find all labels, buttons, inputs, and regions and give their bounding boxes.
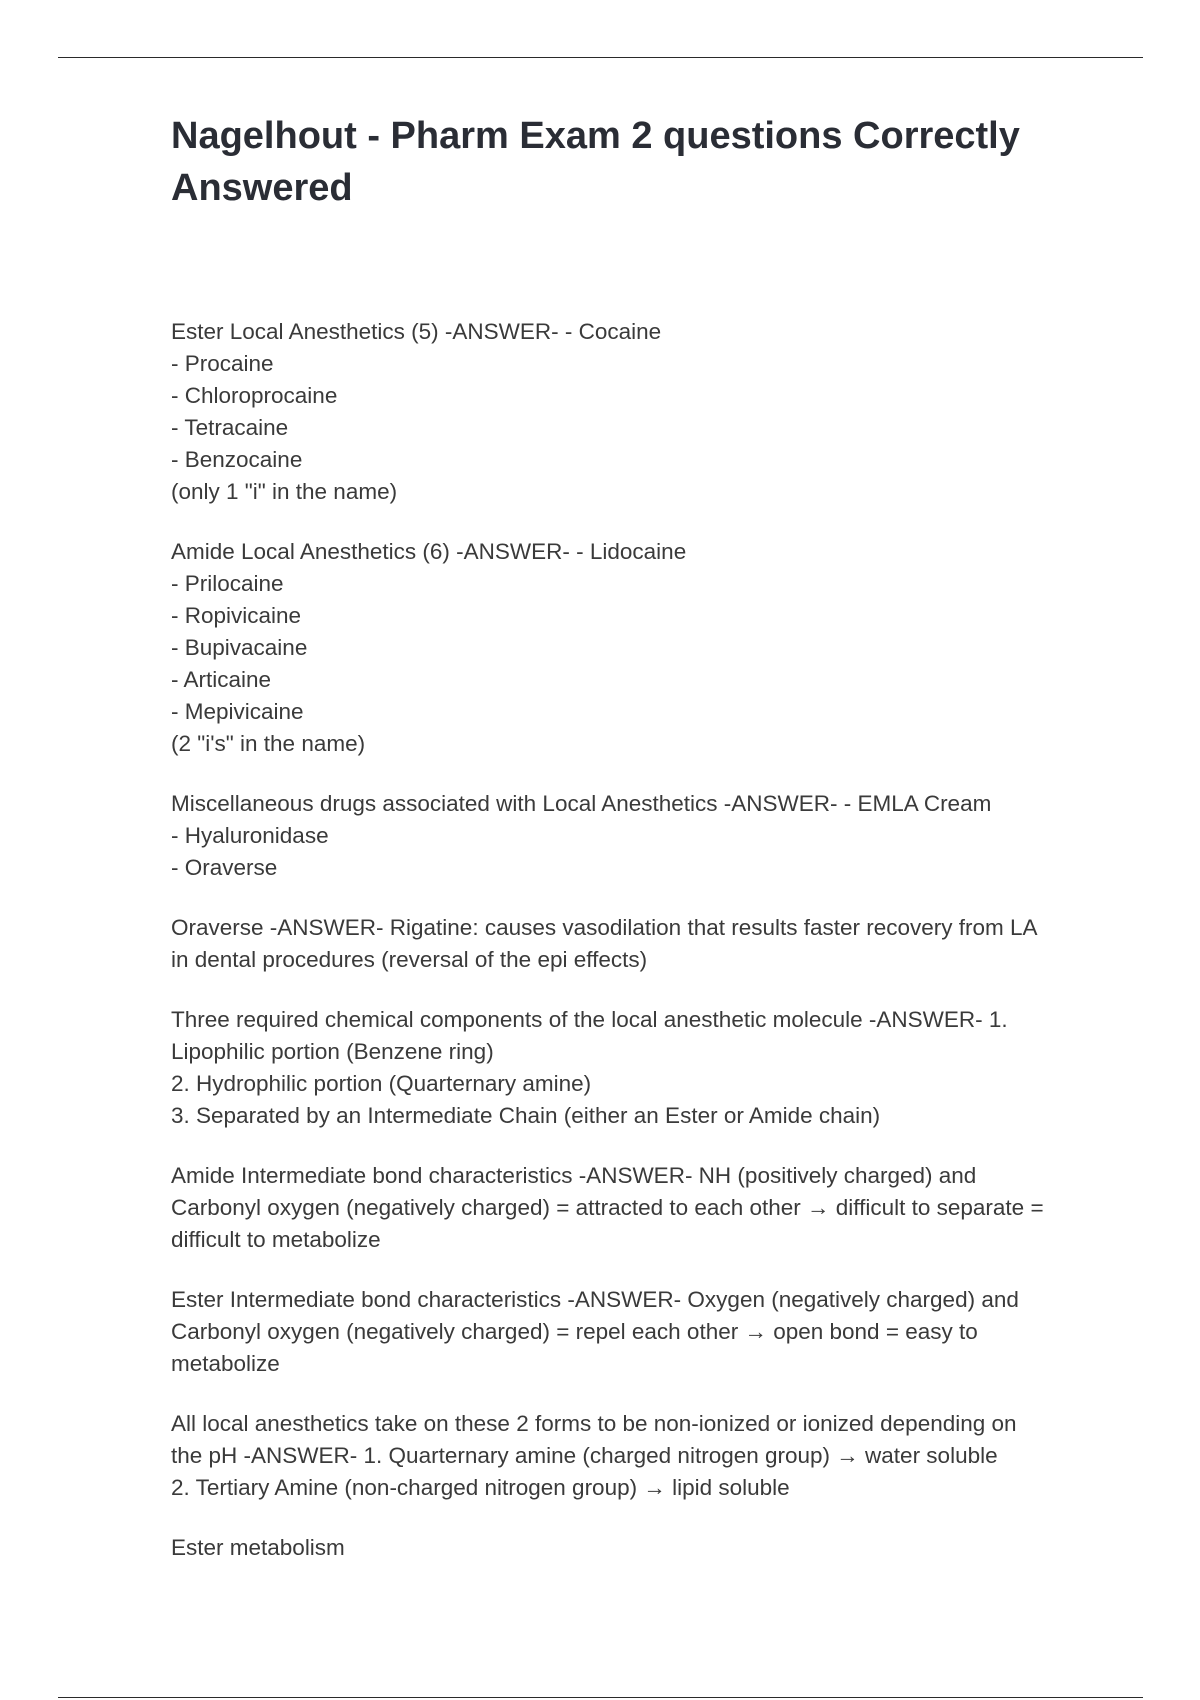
qa-entry <box>171 536 1121 760</box>
entry-line: Amide Intermediate bond characteristics -ANSWER- NH (positively charged) and <box>171 1163 977 1188</box>
entry-line: Miscellaneous drugs associated with Local Anesthetics -ANSWER- - EMLA Cream <box>171 791 992 816</box>
entry-line: - Bupivacaine <box>171 635 308 660</box>
entry-line: All local anesthetics take on these 2 forms to be non-ionized or ionized depending on <box>171 1411 1017 1436</box>
entry-line: - Oraverse <box>171 855 278 880</box>
top-divider <box>58 57 1143 58</box>
entry-line: Ester metabolism <box>171 1535 345 1560</box>
entry-line: Carbonyl oxygen (negatively charged) = attracted to each other → difficult to separate = <box>171 1195 1044 1220</box>
entry-line: 3. Separated by an Intermediate Chain (either an Ester or Amide chain) <box>171 1103 881 1128</box>
entry-line: the pH -ANSWER- 1. Quarternary amine (charged nitrogen group) → water soluble <box>171 1443 998 1468</box>
entry-line: Carbonyl oxygen (negatively charged) = repel each other → open bond = easy to <box>171 1319 978 1344</box>
qa-entry <box>171 1532 1121 1564</box>
entry-line: - Hyaluronidase <box>171 823 329 848</box>
entry-line: - Benzocaine <box>171 447 303 472</box>
entry-line: - Articaine <box>171 667 272 692</box>
entry-line: - Ropivicaine <box>171 603 302 628</box>
entry-line: Amide Local Anesthetics (6) -ANSWER- - Lidocaine <box>171 539 687 564</box>
qa-entry <box>171 1004 1121 1132</box>
qa-list <box>171 316 1121 1592</box>
entry-line: (only 1 "i" in the name) <box>171 479 398 504</box>
qa-entry <box>171 316 1121 508</box>
entry-line: - Tetracaine <box>171 415 289 440</box>
bottom-divider <box>58 1697 1143 1698</box>
document-title: Nagelhout - Pharm Exam 2 questions Correctly Answered <box>171 115 1020 209</box>
entry-line: Three required chemical components of the local anesthetic molecule -ANSWER- 1. <box>171 1007 1008 1032</box>
entry-line: - Chloroprocaine <box>171 383 338 408</box>
entry-line: - Procaine <box>171 351 274 376</box>
entry-line: difficult to metabolize <box>171 1227 381 1252</box>
qa-entry <box>171 1284 1121 1380</box>
entry-line: metabolize <box>171 1351 280 1376</box>
entry-line: Ester Local Anesthetics (5) -ANSWER- - Cocaine <box>171 319 662 344</box>
entry-line: (2 "i's" in the name) <box>171 731 366 756</box>
qa-entry <box>171 788 1121 884</box>
entry-line: Lipophilic portion (Benzene ring) <box>171 1039 494 1064</box>
entry-line: Ester Intermediate bond characteristics -ANSWER- Oxygen (negatively charged) and <box>171 1287 1019 1312</box>
qa-entry <box>171 1408 1121 1504</box>
qa-entry <box>171 1160 1121 1256</box>
entry-line: in dental procedures (reversal of the epi effects) <box>171 947 648 972</box>
qa-entry <box>171 912 1121 976</box>
entry-line: - Mepivicaine <box>171 699 304 724</box>
entry-line: - Prilocaine <box>171 571 284 596</box>
entry-line: Oraverse -ANSWER- Rigatine: causes vasodilation that results faster recovery from LA <box>171 915 1038 940</box>
entry-line: 2. Tertiary Amine (non-charged nitrogen group) → lipid soluble <box>171 1475 790 1500</box>
entry-line: 2. Hydrophilic portion (Quarternary amine) <box>171 1071 592 1096</box>
